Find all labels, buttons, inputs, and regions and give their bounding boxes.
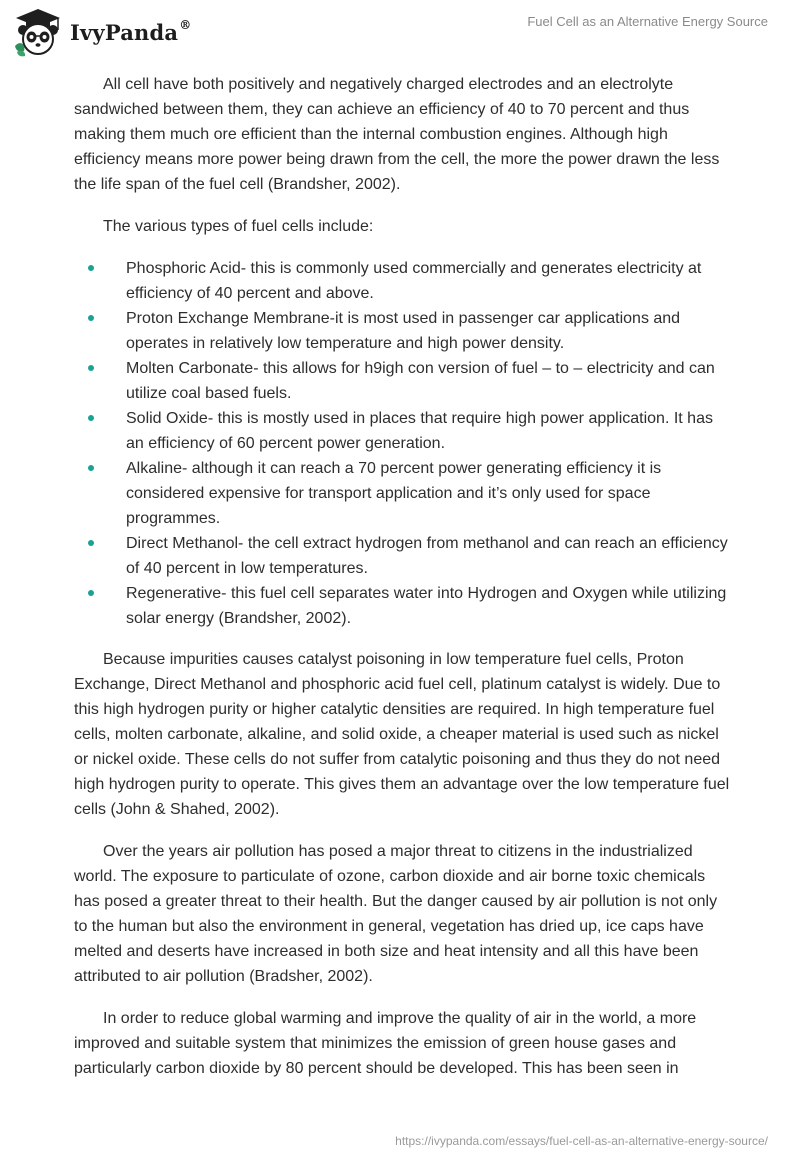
essay-body: [74, 72, 734, 1098]
fuel-cell-types-list: [74, 256, 734, 631]
bullet-icon: [88, 365, 94, 371]
bullet-icon: [88, 315, 94, 321]
list-item: [74, 406, 734, 456]
list-item-text: Phosphoric Acid- this is commonly used commercially and generates electricity at efficiency of 40 percent and above.: [126, 260, 702, 302]
bullet-icon: [88, 415, 94, 421]
list-item-text: Alkaline- although it can reach a 70 percent power generating efficiency it is considered expensive for transport application and it’s only used for space programmes.: [126, 460, 662, 527]
panda-graduate-icon: [12, 6, 64, 58]
page-header: [0, 0, 800, 62]
bullet-icon: [88, 465, 94, 471]
document-title: Fuel Cell as an Alternative Energy Source: [527, 14, 768, 29]
bullet-icon: [88, 540, 94, 546]
bullet-icon: [88, 590, 94, 596]
paragraph: Over the years air pollution has posed a major threat to citizens in the industrialized world. The exposure to particulate of ozone, carbon dioxide and air borne toxic chemicals has posed a greater threat to their health. But the danger caused by air pollution is not only to the human but also the environment in general, vegetation has dried up, ice caps have melted and deserts have increased in both size and heat intensity and all this have been attributed to air pollution (Bradsher, 2002).: [74, 843, 718, 985]
brand-name: IvyPanda®: [70, 17, 192, 45]
list-item-text: Solid Oxide- this is mostly used in places that require high power application. It has an efficiency of 60 percent power generation.: [126, 410, 713, 452]
list-item: [74, 581, 734, 631]
list-item-text: Direct Methanol- the cell extract hydrogen from methanol and can reach an efficiency of 40 percent in low temperatures.: [126, 535, 728, 577]
list-item: [74, 306, 734, 356]
source-url-link[interactable]: https://ivypanda.com/essays/fuel-cell-as-an-alternative-energy-source/: [395, 1134, 768, 1148]
paragraph: In order to reduce global warming and improve the quality of air in the world, a more improved and suitable system that minimizes the emission of green house gases and particularly carbon dioxide by 80 percent should be developed. This has been seen in: [74, 1010, 697, 1077]
paragraph: All cell have both positively and negatively charged electrodes and an electrolyte sandwiched between them, they can achieve an efficiency of 40 to 70 percent and thus making them much ore efficient than the internal combustion engines. Although high efficiency means more power being drawn from the cell, the more the power drawn the less the life span of the fuel cell (Brandsher, 2002).: [74, 76, 720, 193]
paragraph: Because impurities causes catalyst poisoning in low temperature fuel cells, Proton Exchange, Direct Methanol and phosphoric acid fuel cell, platinum catalyst is widely. Due to this high hydrogen purity or higher catalytic densities are required. In high temperature fuel cells, molten carbonate, alkaline, and solid oxide, a cheaper material is used such as nickel or nickel oxide. These cells do not suffer from catalytic poisoning and thus they do not need high hydrogen purity to operate. This gives them an advantage over the low temperature fuel cells (John & Shahed, 2002).: [74, 651, 730, 818]
ivypanda-logo[interactable]: [12, 6, 191, 58]
list-item: [74, 356, 734, 406]
bullet-icon: [88, 265, 94, 271]
list-item: [74, 456, 734, 531]
list-item: [74, 531, 734, 581]
list-item-text: Regenerative- this fuel cell separates water into Hydrogen and Oxygen while utilizing solar energy (Brandsher, 2002).: [126, 585, 727, 627]
list-item-text: Proton Exchange Membrane-it is most used in passenger car applications and operates in relatively low temperature and high power density.: [126, 310, 681, 352]
list-item-text: Molten Carbonate- this allows for h9igh con version of fuel – to – electricity and can utilize coal based fuels.: [126, 360, 715, 402]
list-item: [74, 256, 734, 306]
paragraph-list-intro: The various types of fuel cells include:: [103, 218, 374, 235]
registered-mark: ®: [179, 17, 192, 32]
